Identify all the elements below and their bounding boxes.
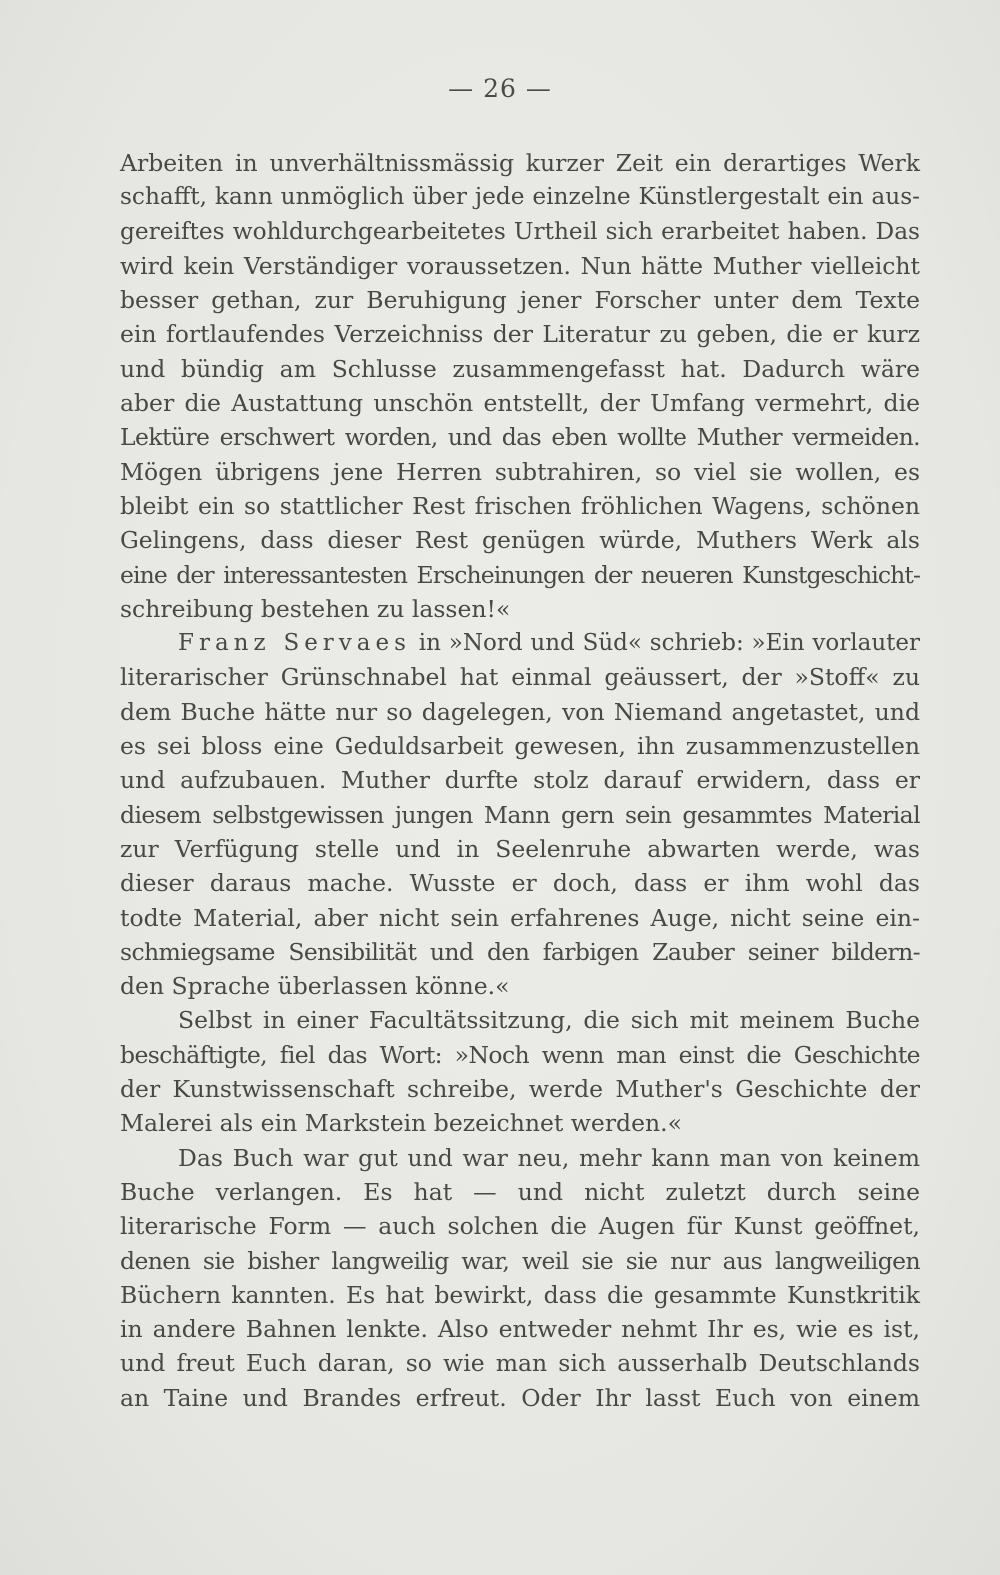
text-line-33: denen sie bisher langweilig war, weil sie sie nur aus langweiligen [120, 1246, 920, 1275]
text-line-5: besser gethan, zur Beruhigung jener Forscher unter dem Texte [120, 286, 920, 315]
text-line-15-rest: »Nord und Süd« schrieb: »Ein vorlauter [448, 630, 920, 657]
text-line-37: an Taine und Brandes erfreut. Oder Ihr lasst Euch von einem [120, 1383, 920, 1412]
text-line-29: Malerei als ein Markstein bezeichnet werden.« [120, 1109, 682, 1138]
text-line-12: Gelingens, dass dieser Rest genügen würde, Muthers Werk als [120, 526, 920, 555]
text-line-27: beschäftigte, fiel das Wort: »Noch wenn man einst die Geschichte [120, 1040, 920, 1069]
text-line-7: und bündig am Schlusse zusammengefasst hat. Dadurch wäre [120, 354, 920, 383]
page-number: — 26 — [448, 74, 552, 103]
text-line-23: todte Material, aber nicht sein erfahrenes Auge, nicht seine ein- [120, 903, 920, 932]
text-line-22: dieser daraus mache. Wusste er doch, dass er ihm wohl das [120, 869, 920, 898]
spaced-connector: in [410, 630, 449, 657]
text-line-14: schreibung bestehen zu lassen!« [120, 594, 511, 623]
text-line-30: Das Buch war gut und war neu, mehr kann man von keinem [178, 1143, 920, 1172]
text-line-20: diesem selbstgewissen jungen Mann gern sein gesammtes Material [120, 800, 920, 829]
text-line-16: literarischer Grünschnabel hat einmal geäussert, der »Stoff« zu [120, 663, 920, 692]
text-line-35: in andere Bahnen lenkte. Also entweder nehmt Ihr es, wie es ist, [120, 1315, 920, 1344]
spaced-author-name: Franz Servaes [178, 630, 411, 657]
text-line-6: ein fortlaufendes Verzeichniss der Literatur zu geben, die er kurz [120, 320, 920, 349]
text-line-19: und aufzubauen. Muther durfte stolz darauf erwidern, dass er [120, 766, 920, 795]
text-line-34: Büchern kannten. Es hat bewirkt, dass die gesammte Kunstkritik [120, 1280, 920, 1309]
text-line-25: den Sprache überlassen könne.« [120, 972, 510, 1001]
text-line-18: es sei bloss eine Geduldsarbeit gewesen, ihn zusammenzustellen [120, 732, 920, 761]
text-line-24: schmiegsame Sensibilität und den farbigen Zauber seiner bildern- [120, 937, 920, 966]
body-text [120, 146, 920, 1415]
text-line-11: bleibt ein so stattlicher Rest frischen fröhlichen Wagens, schönen [120, 491, 920, 520]
text-line-10: Mögen übrigens jene Herren subtrahiren, so viel sie wollen, es [120, 457, 920, 486]
text-line-9: Lektüre erschwert worden, und das eben wollte Muther vermeiden. [120, 423, 920, 452]
text-line-1: Arbeiten in unverhältnissmässig kurzer Zeit ein derartiges Werk [120, 149, 920, 177]
text-line-2: schafft, kann unmöglich über jede einzelne Künstlergestalt ein aus- [120, 183, 920, 211]
text-line-26: Selbst in einer Facultätssitzung, die sich mit meinem Buche [178, 1006, 920, 1035]
text-line-13: eine der interessantesten Erscheinungen der neueren Kunstgeschicht- [120, 560, 920, 589]
text-line-32: literarische Form — auch solchen die Augen für Kunst geöffnet, [120, 1212, 920, 1241]
text-line-28: der Kunstwissenschaft schreibe, werde Muther's Geschichte der [120, 1075, 920, 1104]
text-line-36: und freut Euch daran, so wie man sich ausserhalb Deutschlands [120, 1349, 920, 1378]
text-line-21: zur Verfügung stelle und in Seelenruhe abwarten werde, was [120, 834, 920, 863]
text-line-4: wird kein Verständiger voraussetzen. Nun hätte Muther vielleicht [120, 251, 920, 280]
text-line-3: gereiftes wohldurchgearbeitetes Urtheil sich erarbeitet haben. Das [120, 217, 920, 245]
text-line-15 [120, 626, 920, 660]
text-line-31: Buche verlangen. Es hat — und nicht zuletzt durch seine [120, 1177, 920, 1206]
text-line-8: aber die Austattung unschön entstellt, der Umfang vermehrt, die [120, 389, 920, 418]
text-line-17: dem Buche hätte nur so dagelegen, von Niemand angetastet, und [120, 697, 920, 726]
